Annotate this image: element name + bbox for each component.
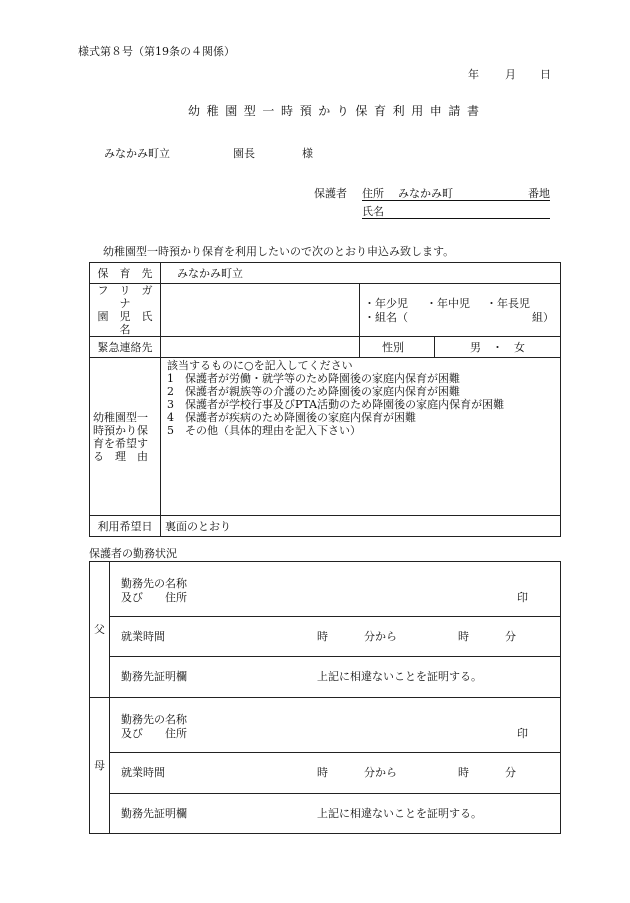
seal-mark: 印 [517,590,528,604]
grade-option-nencho[interactable]: ・年長児 [486,297,530,310]
cert-label: 勤務先証明欄 [121,806,187,820]
reason-label-line: る 理 由 [93,449,148,463]
guardian-address-label: 住所 [362,187,384,200]
workplace-address-label: 及び 住所 [121,590,187,604]
reasons-cell[interactable] [161,358,561,516]
addressee-honorific: 様 [302,147,313,160]
work-section-title: 保護者の勤務状況 [89,547,177,560]
date-day-label: 日 [540,68,551,81]
reason-item[interactable]: 2 保護者が親族等の介護のため降園後の家庭内保育が困難 [167,385,460,398]
guardian-name-field[interactable] [362,203,550,219]
father-label: 父 [90,562,110,698]
emergency-label: 緊急連絡先 [90,337,161,358]
reason-item[interactable]: 5 その他（具体的理由を記入下さい） [167,424,361,437]
father-workplace-cell[interactable] [110,562,561,617]
mother-cert-cell[interactable] [110,794,561,834]
class-name-suffix: 組） [532,311,555,324]
addressee-principal: 園長 [233,147,255,160]
facility-value[interactable]: みなかみ町立 [161,263,561,284]
mother-label: 母 [90,698,110,834]
cert-text: 上記に相違ないことを証明する。 [317,669,482,683]
reason-label-line: 育を希望す [93,436,148,450]
facility-label: 保 育 先 [90,263,161,284]
reason-item[interactable]: 3 保護者が学校行事及びPTA活動のため降園後の家庭内保育が困難 [167,398,505,411]
gender-options[interactable]: 男 ・ 女 [435,337,561,358]
workplace-label: 勤務先の名称 [121,712,187,726]
work-status-table [89,561,561,834]
mother-hours-cell[interactable] [110,753,561,794]
cert-text: 上記に相違ないことを証明する。 [317,806,482,820]
guardian-address-town: みなかみ町 [398,187,453,200]
reason-label-line: 幼稚園型一 [93,410,148,424]
father-cert-cell[interactable] [110,657,561,698]
intro-text: 幼稚園型一時預かり保育を利用したいので次のとおり申込み致します。 [103,245,455,258]
hours-label: 就業時間 [121,629,165,643]
application-table [89,262,561,537]
reason-instruction: 該当するものに○を記入してください [167,359,353,372]
reason-item[interactable]: 4 保護者が疾病のため降園後の家庭内保育が困難 [167,411,416,424]
cert-label: 勤務先証明欄 [121,669,187,683]
class-name-label: ・組名（ [364,311,408,324]
emergency-field[interactable] [161,337,360,358]
hour-start: 時 [317,629,328,643]
guardian-address-suffix: 番地 [528,187,550,200]
hour-end: 時 [458,629,469,643]
minute-from: 分から [364,765,397,779]
mother-workplace-cell[interactable] [110,698,561,753]
reason-label-cell [90,358,161,516]
gender-label: 性別 [360,337,435,358]
hours-label: 就業時間 [121,765,165,779]
reason-item[interactable]: 1 保護者が労働・就学等のため降園後の家庭内保育が困難 [167,372,460,385]
furigana-label: フ リ ガ ナ [97,284,164,310]
guardian-label: 保護者 [314,187,347,200]
child-name-label-cell [90,284,164,337]
grade-option-nensho[interactable]: ・年少児 [364,297,408,310]
workplace-address-label: 及び 住所 [121,726,187,740]
guardian-name-label: 氏名 [362,205,384,218]
usage-label: 利用希望日 [90,516,161,537]
father-hours-cell[interactable] [110,617,561,657]
guardian-address-field[interactable] [362,185,550,201]
child-name-label: 園 児 氏 名 [97,310,164,336]
grade-option-nenchu[interactable]: ・年中児 [426,297,470,310]
minute-from: 分から [364,629,397,643]
workplace-label: 勤務先の名称 [121,576,187,590]
usage-value[interactable]: 裏面のとおり [161,516,561,537]
seal-mark: 印 [517,726,528,740]
addressee-town: みなかみ町立 [104,147,170,160]
hour-start: 時 [317,765,328,779]
date-month-label: 月 [505,68,516,81]
reason-label-line: 時預かり保 [93,423,148,437]
grade-class-cell [360,284,561,337]
child-name-field[interactable] [161,284,360,337]
hour-end: 時 [458,765,469,779]
document-title: 幼稚園型一時預かり保育利用申請書 [188,104,486,118]
form-number: 様式第８号（第19条の４関係） [78,45,235,58]
date-year-label: 年 [468,68,479,81]
minute-end: 分 [505,765,516,779]
minute-end: 分 [505,629,516,643]
